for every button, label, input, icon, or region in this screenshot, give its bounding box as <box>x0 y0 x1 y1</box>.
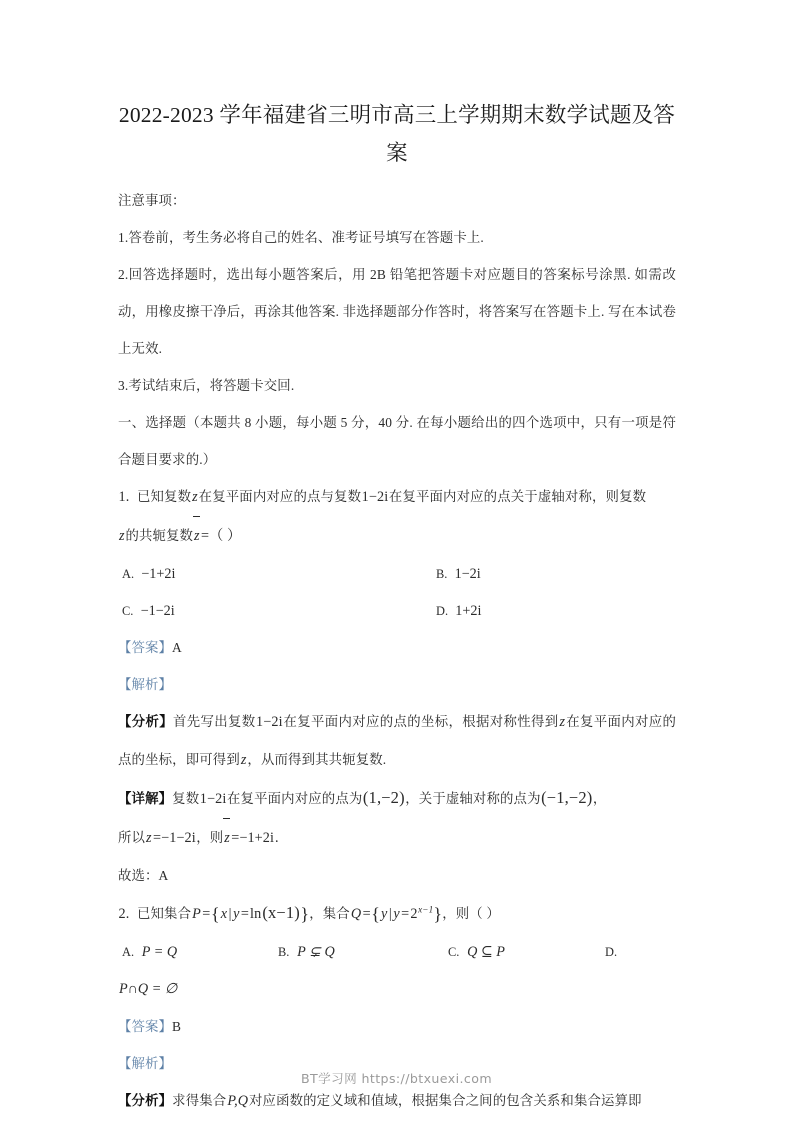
q2-set1-y: y <box>233 906 240 922</box>
q2-set1-divider: | <box>228 906 232 922</box>
q2-analysis-text-a: 求得集合 <box>172 1093 227 1108</box>
question-2-option-b[interactable] <box>278 933 336 971</box>
q1-stem-line2-text: 的共轭复数 <box>125 528 193 543</box>
option-b-value: 1−2i <box>454 566 481 582</box>
q2-analysis-math: P,Q <box>227 1093 248 1109</box>
question-1-analysis <box>118 703 676 779</box>
q1-analysis-math-1: 1−2i <box>256 714 283 730</box>
q2-set2-y2: y <box>393 906 400 922</box>
q2-eq-1: = <box>202 906 211 922</box>
q1-stem-line2-equals: =（ ） <box>201 528 242 544</box>
question-2-option-d[interactable] <box>605 933 617 971</box>
q1-detail-text-d: ， <box>592 791 607 806</box>
q2-eq-2: = <box>362 906 371 922</box>
footer-watermark: BT学习网 https://btxuexi.com <box>300 1071 492 1086</box>
q2-set-Q: Q <box>350 906 362 922</box>
option-a-label: A. <box>122 567 135 581</box>
q2-stem-text-a: 已知集合 <box>136 906 192 921</box>
option-c-value: −1−2i <box>140 603 175 619</box>
q2-analysis-text-b: 对应函数的定义域和值域，根据集合之间的包含关系和集合运算即 <box>248 1093 642 1108</box>
question-1-option-d[interactable] <box>436 592 482 630</box>
q1-stem-text-1: 已知复数 <box>136 489 192 504</box>
q2-set2-exponent: x−1 <box>418 904 434 915</box>
q2-set2-eq: = <box>401 906 410 922</box>
q1-detail-conjugate-zbar <box>223 818 231 857</box>
question-1-stem <box>118 478 676 516</box>
question-1-explain-label <box>118 666 676 703</box>
question-2-answer-value: B <box>171 1019 182 1034</box>
q1-analysis-text-a: 首先写出复数 <box>173 714 256 729</box>
q1-detail-line2-text-b: ，则 <box>196 830 224 845</box>
q1-var-z-2: z <box>119 528 125 544</box>
option-c-label: C. <box>448 945 460 959</box>
q1-analysis-text-b: 在复平面内对应的点的坐标，根据对称性得到 <box>283 714 559 729</box>
option-a-value: P = Q <box>141 944 178 960</box>
question-2-number: 2. <box>118 906 130 922</box>
q1-detail-line2-text-a: 所以 <box>118 830 145 845</box>
q2-set2-divider: | <box>388 906 392 922</box>
question-2-option-c[interactable] <box>448 933 506 971</box>
q1-analysis-math-2: z <box>559 714 566 730</box>
option-a-value: −1+2i <box>141 566 176 582</box>
q1-detail-conjugate-symbol: z <box>224 830 230 846</box>
q1-detail-text-c: ，关于虚轴对称的点为 <box>405 791 541 806</box>
q1-analysis-text-c: 在复平面内对应的点的坐标，即可得到 <box>118 714 677 767</box>
question-2-option-a[interactable] <box>122 933 178 971</box>
question-1-choose-value: A <box>158 868 169 883</box>
question-1-answer <box>118 629 676 666</box>
q1-stem-text-3: 在复平面内对应的点关于虚轴对称，则复数 <box>388 489 647 504</box>
analysis-label: 【分析】 <box>118 1093 173 1108</box>
question-2-options-row <box>118 933 676 970</box>
q1-detail-text-b: 在复平面内对应的点为 <box>227 791 363 806</box>
q1-conjugate-zbar <box>193 516 201 555</box>
explain-label: 【解析】 <box>118 677 172 692</box>
q2-set1-ln: ln <box>250 906 262 922</box>
answer-label: 【答案】 <box>118 640 172 655</box>
notice-item-1: 1.答卷前，考生务必将自己的姓名、准考证号填写在答题卡上. <box>118 230 484 245</box>
q2-brace-close-2: } <box>433 904 443 924</box>
notice-item-3: 3.考试结束后，将答题卡交回. <box>118 378 295 393</box>
choose-label: 故选： <box>118 868 159 883</box>
question-1-number: 1. <box>118 489 130 505</box>
q1-detail-line2-eq2: =−1+2i <box>231 830 274 846</box>
q2-brace-open-2: { <box>371 904 381 924</box>
q2-set1-eq: = <box>240 906 250 922</box>
q1-detail-point-2: (−1,−2) <box>541 788 593 807</box>
q1-detail-line2-var-z: z <box>145 830 152 846</box>
question-1-options-row-2 <box>118 592 676 629</box>
question-1-choose <box>118 857 676 894</box>
notice-heading: 注意事项： <box>118 193 186 208</box>
q2-set1-x: x <box>220 906 228 922</box>
option-a-label: A. <box>122 945 135 959</box>
q1-detail-point-1: (1,−2) <box>362 788 405 807</box>
q1-detail-math-1: 1−2i <box>199 791 227 807</box>
option-c-label: C. <box>122 604 134 618</box>
option-b-value: P ⊊ Q <box>297 944 335 960</box>
q1-analysis-text-d: ，从而得到其共轭复数. <box>247 752 387 767</box>
q2-stem-text-c: ，则（ ） <box>442 906 500 921</box>
document-content <box>118 96 676 1120</box>
q2-stem-text-b: ，集合 <box>309 906 350 921</box>
notice-item-2: 2.回答选择题时，选出每小题答案后，用 2B 铅笔把答题卡对应题目的答案标号涂黑. 如需改动，用橡皮擦干净后，再涂其他答案. 非选择题部分作答时，将答案写在答题卡上. 写在本试卷上无效. <box>118 267 676 356</box>
option-d-value: 1+2i <box>455 603 482 619</box>
explain-label: 【解析】 <box>118 1056 172 1071</box>
analysis-label: 【分析】 <box>118 714 174 729</box>
option-b-label: B. <box>278 945 290 959</box>
option-d-label: D. <box>436 604 449 618</box>
question-1-stem-line2 <box>118 516 676 555</box>
q1-var-z: z <box>192 489 198 505</box>
page-title: 2022-2023 学年福建省三明市高三上学期期末数学试题及答案 <box>118 103 676 165</box>
option-d-label: D. <box>605 945 618 959</box>
q1-detail-text-a: 复数 <box>172 791 200 806</box>
q1-conjugate-zbar-symbol: z <box>193 528 200 544</box>
q1-complex-1-2i: 1−2i <box>361 489 389 505</box>
detail-label: 【详解】 <box>118 791 173 806</box>
q1-detail-line2-eq1: =−1−2i <box>153 830 196 846</box>
q2-brace-close-1: } <box>300 904 310 924</box>
question-2-answer <box>118 1008 676 1045</box>
question-1-option-c[interactable] <box>122 592 175 630</box>
q1-analysis-math-3: z <box>240 752 247 768</box>
answer-label: 【答案】 <box>118 1019 172 1034</box>
option-d-value: P∩Q = ∅ <box>119 981 178 997</box>
q2-brace-open-1: { <box>210 904 220 924</box>
option-c-value: Q ⊆ P <box>467 944 505 960</box>
question-1-detail <box>118 779 676 818</box>
q1-stem-text-2: 在复平面内对应的点与复数 <box>198 489 362 504</box>
question-1-detail-line2 <box>118 818 676 857</box>
q2-set2-base: 2 <box>410 906 418 922</box>
q1-detail-line2-period: . <box>275 830 279 846</box>
question-1-option-b[interactable] <box>436 555 481 593</box>
question-2-option-d-continued[interactable] <box>118 970 676 1008</box>
option-b-label: B. <box>436 567 448 581</box>
question-1-answer-value: A <box>171 640 182 655</box>
q2-set1-arg: (x−1) <box>262 903 300 922</box>
q2-set2-y1: y <box>381 906 388 922</box>
question-2-analysis <box>118 1082 676 1120</box>
q2-set-P: P <box>192 906 201 922</box>
question-2-stem <box>118 894 676 933</box>
section-heading-choice: 一、选择题（本题共 8 小题，每小题 5 分，40 分. 在每小题给出的四个选项中，只有一项是符合题目要求的.） <box>118 415 676 467</box>
question-1-option-a[interactable] <box>122 555 176 593</box>
question-1-options-row-1 <box>118 555 676 592</box>
